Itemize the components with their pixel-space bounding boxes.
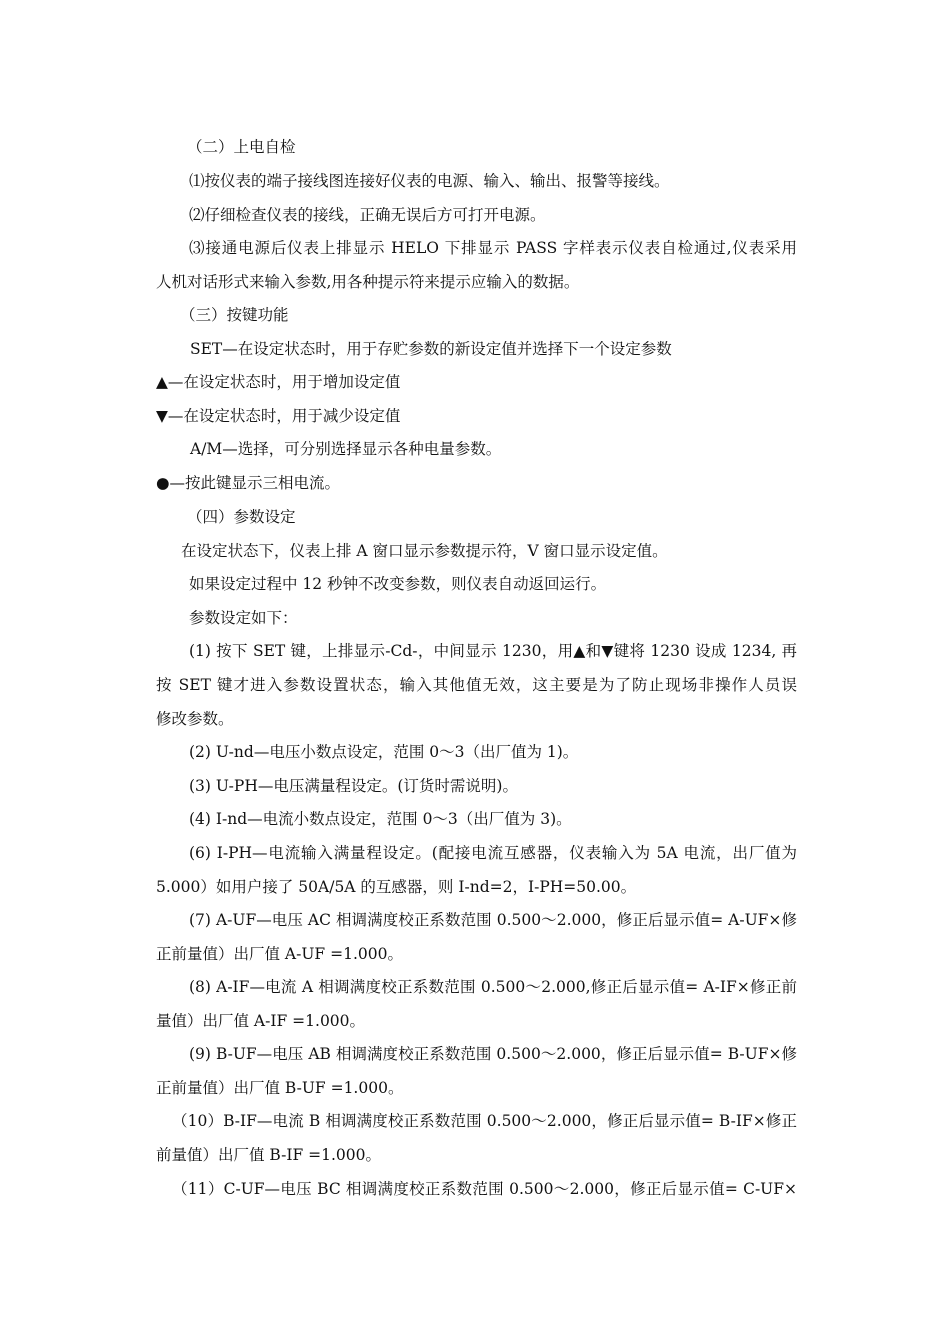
paragraph-line: 人机对话形式来输入参数,用各种提示符来提示应输入的数据。 — [156, 273, 580, 291]
key-function-down: ▼—在设定状态时，用于减少设定值 — [156, 407, 401, 425]
setting-item-9: (9) B-UF—电压 AB 相调满度校正系数范围 0.500～2.000，修正后显示值= B-UF×修 — [189, 1045, 797, 1063]
setting-item-4: (4) I-nd—电流小数点设定，范围 0～3（出厂值为 3)。 — [189, 810, 572, 828]
paragraph-line: 参数设定如下： — [189, 609, 298, 627]
setting-item-1-cont: 修改参数。 — [156, 710, 234, 728]
key-function-set: SET—在设定状态时，用于存贮参数的新设定值并选择下一个设定参数 — [190, 340, 672, 358]
setting-item-8-cont: 量值）出厂值 A-IF =1.000。 — [156, 1012, 366, 1030]
section-heading-parameter-settings: （四）参数设定 — [187, 508, 296, 526]
setting-item-8: (8) A-IF—电流 A 相调满度校正系数范围 0.500～2.000,修正后显示值= A-IF×修正前 — [189, 978, 797, 996]
section-heading-key-functions: （三）按键功能 — [180, 306, 289, 324]
setting-item-3: (3) U-PH—电压满量程设定。(订货时需说明)。 — [189, 777, 518, 795]
paragraph-line: ⑴按仪表的端子接线图连接好仪表的电源、输入、输出、报警等接线。 — [189, 172, 670, 190]
key-function-up: ▲—在设定状态时，用于增加设定值 — [156, 373, 401, 391]
setting-item-6: (6) I-PH—电流输入满量程设定。(配接电流互感器，仪表输入为 5A 电流，出厂值为 — [189, 844, 797, 862]
setting-item-6-cont: 5.000）如用户接了 50A/5A 的互感器，则 I-nd=2，I-PH=50.00。 — [156, 878, 637, 896]
setting-item-1-cont: 按 SET 键才进入参数设置状态，输入其他值无效，这主要是为了防止现场非操作人员误 — [156, 676, 797, 694]
setting-item-1: (1) 按下 SET 键，上排显示-Cd-，中间显示 1230，用▲和▼键将 1230 设成 1234, 再 — [189, 642, 797, 660]
setting-item-7-cont: 正前量值）出厂值 A-UF =1.000。 — [156, 945, 403, 963]
key-function-dot: ●—按此键显示三相电流。 — [156, 474, 341, 492]
setting-item-10: （10）B-IF—电流 B 相调满度校正系数范围 0.500～2.000，修正后显示值= B-IF×修正 — [172, 1112, 797, 1130]
paragraph-line: 在设定状态下，仪表上排 A 窗口显示参数提示符，V 窗口显示设定值。 — [181, 542, 668, 560]
paragraph-line: 如果设定过程中 12 秒钟不改变参数，则仪表自动返回运行。 — [189, 575, 607, 593]
paragraph-line: ⑶接通电源后仪表上排显示 HELO 下排显示 PASS 字样表示仪表自检通过,仪表采用 — [189, 239, 797, 257]
setting-item-2: (2) U-nd—电压小数点设定，范围 0～3（出厂值为 1)。 — [189, 743, 579, 761]
paragraph-line: ⑵仔细检查仪表的接线，正确无误后方可打开电源。 — [189, 206, 546, 224]
setting-item-11: （11）C-UF—电压 BC 相调满度校正系数范围 0.500～2.000，修正后显示值= C-UF× — [172, 1180, 797, 1198]
setting-item-9-cont: 正前量值）出厂值 B-UF =1.000。 — [156, 1079, 404, 1097]
setting-item-10-cont: 前量值）出厂值 B-IF =1.000。 — [156, 1146, 382, 1164]
setting-item-7: (7) A-UF—电压 AC 相调满度校正系数范围 0.500～2.000，修正后显示值= A-UF×修 — [189, 911, 797, 929]
section-heading-power-on-self-test: （二）上电自检 — [187, 138, 296, 156]
key-function-am: A/M—选择，可分别选择显示各种电量参数。 — [190, 440, 502, 458]
